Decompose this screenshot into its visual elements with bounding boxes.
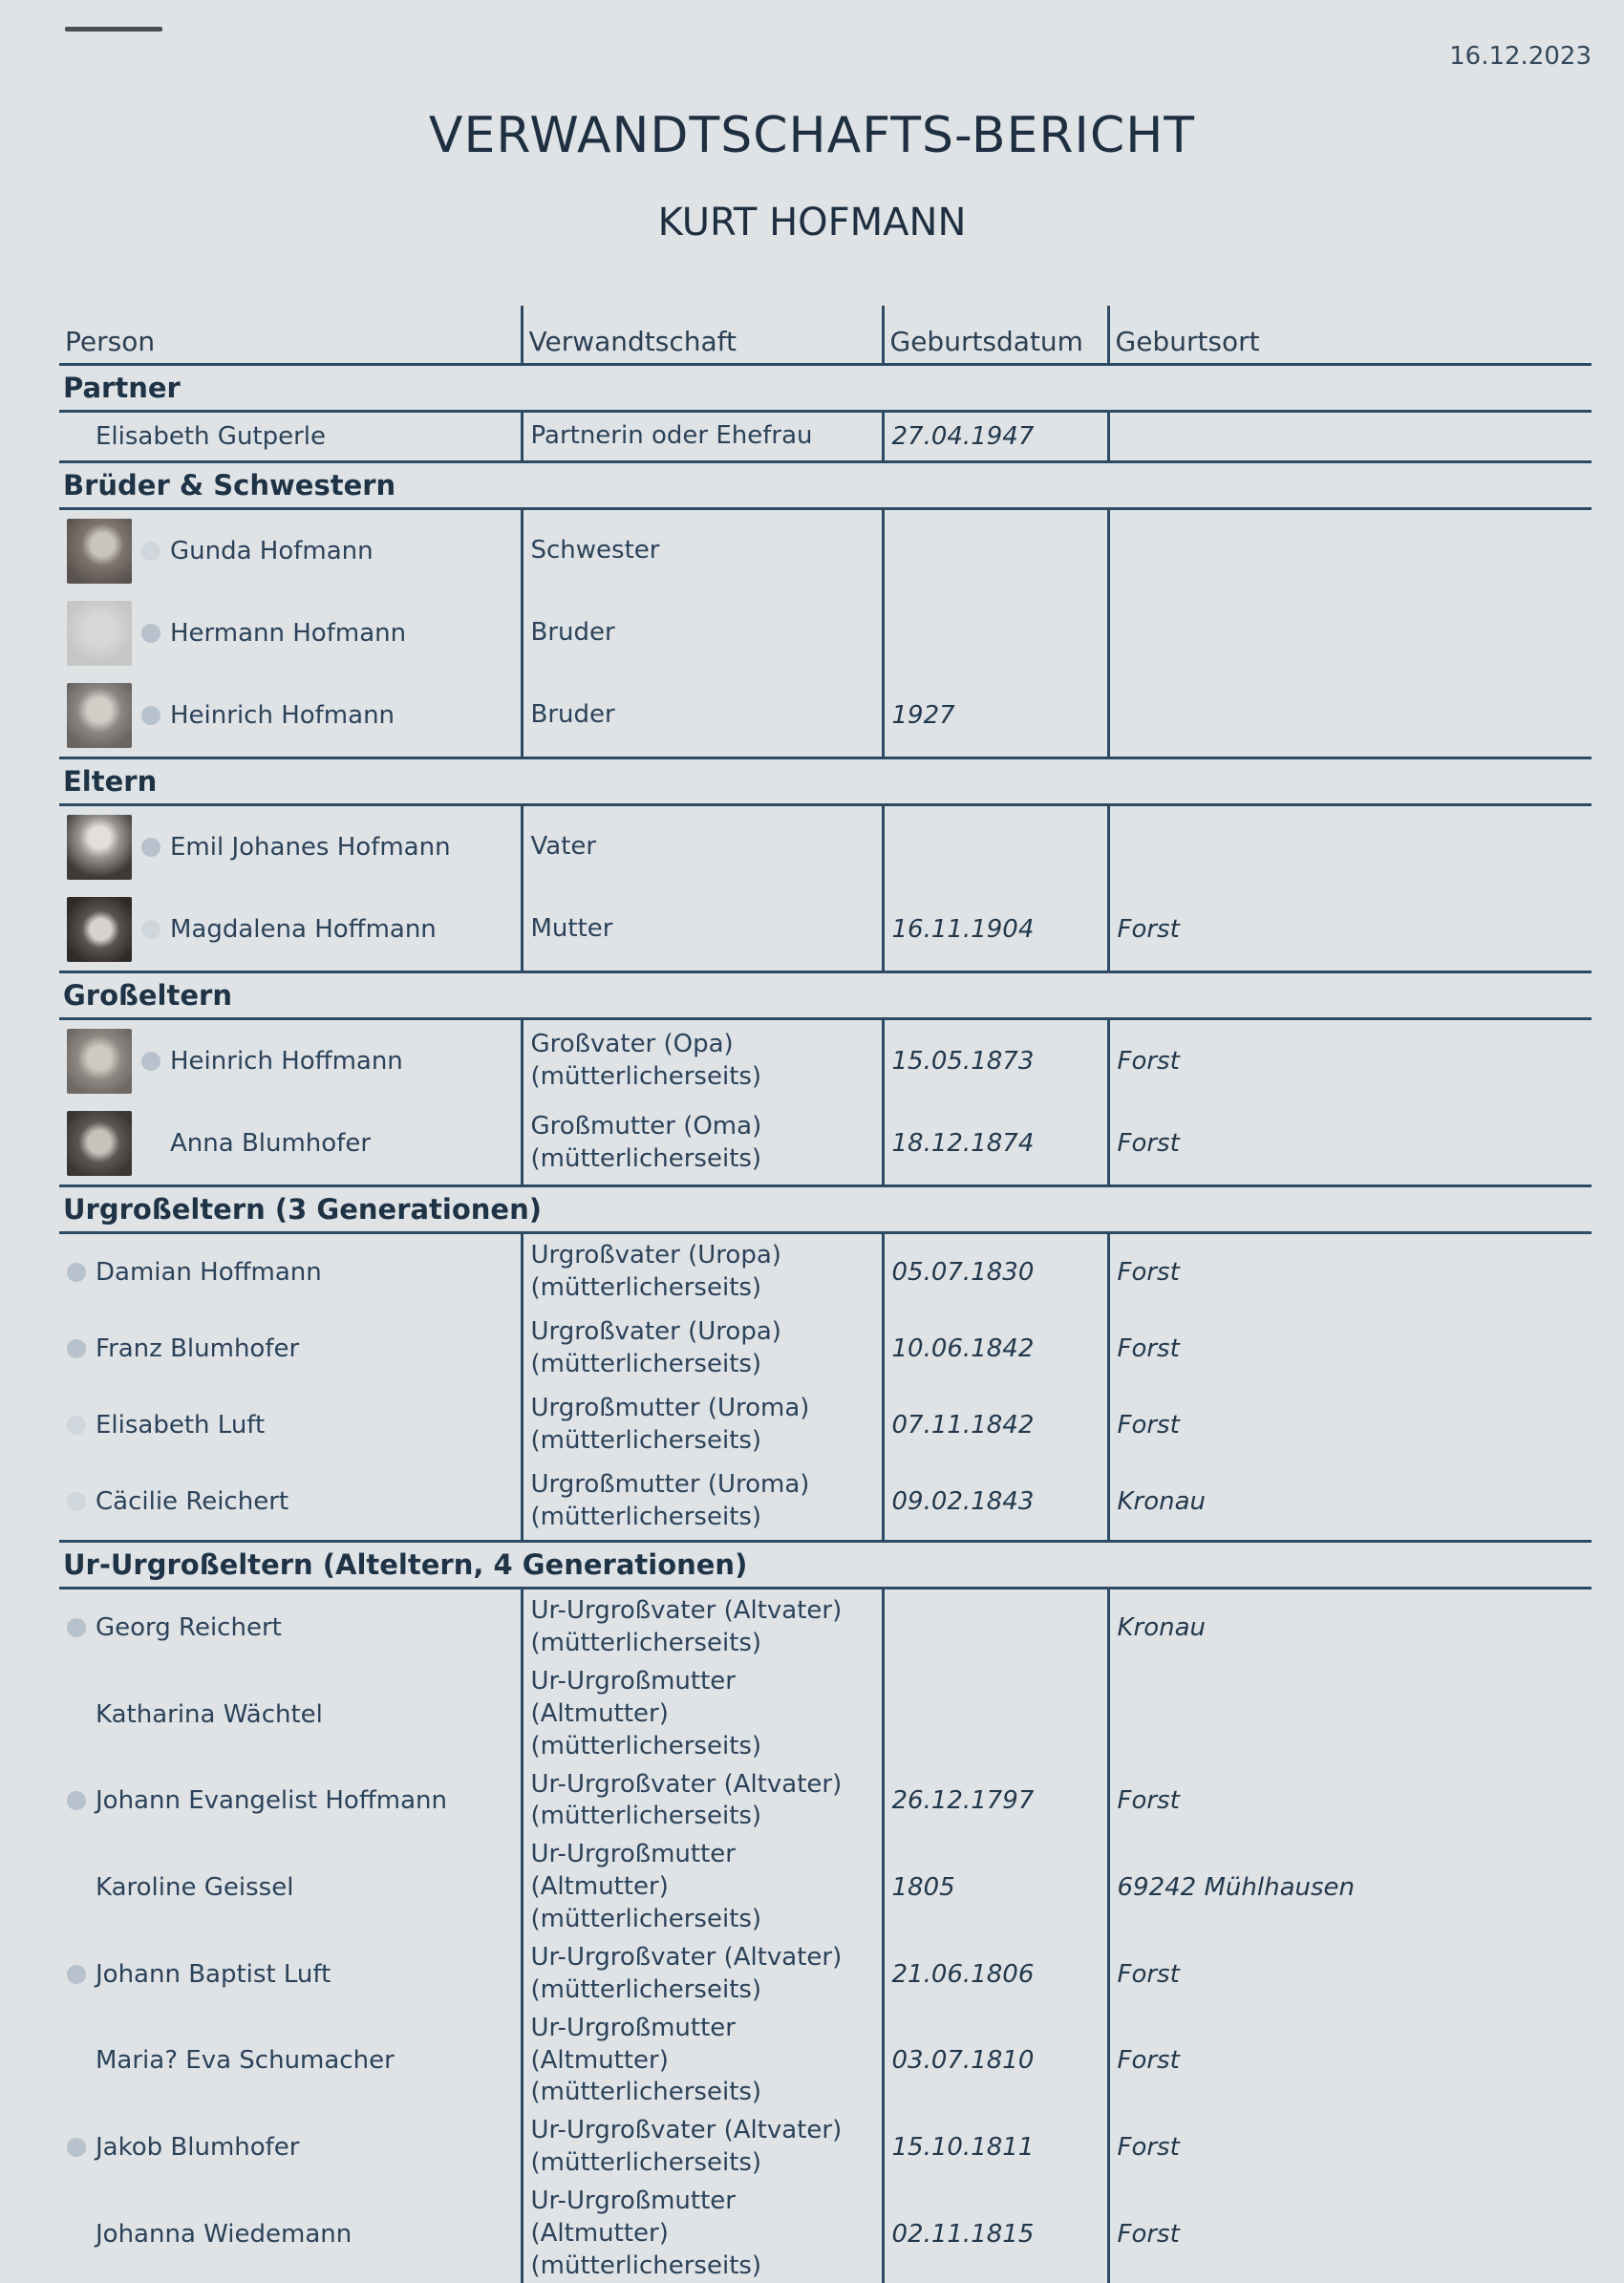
birthdate-text: 1805 — [891, 1873, 955, 1903]
birthplace-cell — [1108, 888, 1592, 972]
column-header-person: Person — [59, 306, 522, 365]
relation-cell — [522, 2013, 883, 2109]
relation-side-text: (mütterlicherseits) — [530, 1731, 762, 1760]
birthplace-text: Forst — [1117, 1959, 1180, 1989]
birthplace-cell — [1108, 2109, 1592, 2186]
marker-dot — [141, 838, 160, 857]
relation-side-text: (mütterlicherseits) — [530, 1350, 762, 1378]
birthdate-text: 26.12.1797 — [891, 1786, 1035, 1816]
person-photo — [67, 683, 132, 748]
birthplace-cell — [1108, 509, 1592, 593]
birthdate-text: 15.10.1811 — [891, 2133, 1035, 2163]
table-row — [59, 888, 1592, 972]
table-header-row — [59, 306, 1592, 365]
table-row — [59, 2109, 1592, 2186]
birthplace-text: Forst — [1117, 1258, 1180, 1287]
birthplace-cell — [1108, 2013, 1592, 2109]
relation-side-text: (mütterlicherseits) — [530, 1273, 762, 1302]
person-name: Cäcilie Reichert — [96, 1487, 289, 1516]
birthdate-text: 18.12.1874 — [891, 1129, 1035, 1158]
relation-cell — [522, 888, 883, 972]
table-row — [59, 592, 1592, 674]
marker-dot — [141, 706, 160, 725]
relation-text: Ur-Urgroßvater (Altvater) — [530, 1596, 843, 1626]
person-name: Johanna Wiedemann — [96, 2219, 353, 2249]
person-name: Anna Blumhofer — [170, 1129, 372, 1158]
section-title: Urgroßeltern (3 Generationen) — [59, 1186, 1592, 1233]
relation-side-text: (mütterlicherseits) — [530, 1062, 762, 1091]
marker-dot — [67, 2138, 86, 2157]
birthdate-cell — [883, 1387, 1108, 1463]
birthdate-cell — [883, 805, 1108, 889]
table-row — [59, 509, 1592, 593]
column-header-birthdate: Geburtsdatum — [883, 306, 1108, 365]
relation-text: Bruder — [530, 618, 615, 648]
person-photo — [67, 897, 132, 962]
person-cell — [59, 1019, 522, 1103]
relation-side-text: (mütterlicherseits) — [530, 1426, 762, 1455]
birthplace-text: Forst — [1117, 915, 1180, 944]
table-row — [59, 1666, 1592, 1762]
birthdate-cell — [883, 1233, 1108, 1312]
birthplace-cell — [1108, 1233, 1592, 1312]
marker-dot — [67, 1263, 86, 1282]
birthplace-cell — [1108, 805, 1592, 889]
birthplace-text: Forst — [1117, 1129, 1180, 1158]
section-title: Ur-Urgroßeltern (Alteltern, 4 Generationen) — [59, 1542, 1592, 1589]
person-name: Maria? Eva Schumacher — [96, 2046, 395, 2076]
birthdate-text: 03.07.1810 — [891, 2046, 1035, 2076]
column-header-relation: Verwandtschaft — [522, 306, 883, 365]
person-name: Franz Blumhofer — [96, 1334, 300, 1363]
table-row — [59, 1019, 1592, 1103]
relation-cell — [522, 509, 883, 593]
relation-cell — [522, 1666, 883, 1762]
relation-side-text: (mütterlicherseits) — [530, 1144, 762, 1173]
marker-dot — [141, 920, 160, 939]
person-name: Hermann Hofmann — [170, 619, 407, 648]
person-cell — [59, 1233, 522, 1312]
birthplace-cell — [1108, 1463, 1592, 1542]
relation-side-text: (mütterlicherseits) — [530, 1974, 762, 2004]
birthplace-cell — [1108, 1102, 1592, 1186]
person-cell — [59, 509, 522, 593]
table-row — [59, 1936, 1592, 2013]
relation-cell — [522, 2186, 883, 2282]
birthdate-cell — [883, 1311, 1108, 1387]
person-name: Karoline Geissel — [96, 1873, 294, 1903]
marker-dot — [67, 1492, 86, 1511]
birthplace-cell — [1108, 592, 1592, 674]
table-row — [59, 1102, 1592, 1186]
marker-dot — [67, 427, 86, 446]
relation-cell — [522, 1233, 883, 1312]
relation-text: Ur-Urgroßmutter (Altmutter) — [530, 1840, 736, 1902]
relation-cell — [522, 412, 883, 462]
birthdate-cell — [883, 592, 1108, 674]
person-photo — [67, 519, 132, 584]
report-subject: KURT HOFMANN — [657, 201, 967, 245]
report-title: VERWANDTSCHAFTS-BERICHT — [428, 107, 1196, 164]
birthplace-text: Kronau — [1117, 1613, 1207, 1642]
table-row — [59, 2186, 1592, 2282]
birthplace-cell — [1108, 2186, 1592, 2282]
section-header — [59, 758, 1592, 805]
table-row — [59, 1589, 1592, 1667]
relation-side-text: (mütterlicherseits) — [530, 2078, 762, 2107]
birthplace-cell — [1108, 1589, 1592, 1667]
person-name: Heinrich Hoffmann — [170, 1047, 403, 1076]
birthplace-text: Forst — [1117, 1047, 1180, 1076]
table-row — [59, 1463, 1592, 1542]
relation-cell — [522, 1589, 883, 1667]
marker-dot — [141, 1134, 160, 1153]
person-name: Elisabeth Luft — [96, 1411, 266, 1440]
birthdate-cell — [883, 1589, 1108, 1667]
person-name: Georg Reichert — [96, 1613, 282, 1642]
marker-dot — [67, 1705, 86, 1724]
birthplace-text: Forst — [1117, 1411, 1180, 1440]
marker-dot — [67, 1618, 86, 1637]
relation-side-text: (mütterlicherseits) — [530, 1629, 762, 1657]
birthdate-cell — [883, 1102, 1108, 1186]
section-title: Brüder & Schwestern — [59, 462, 1592, 509]
person-name: Elisabeth Gutperle — [96, 422, 327, 451]
birthdate-text: 16.11.1904 — [891, 915, 1035, 944]
section-header — [59, 972, 1592, 1019]
person-cell — [59, 1102, 522, 1186]
person-cell — [59, 2186, 522, 2282]
relation-cell — [522, 1019, 883, 1103]
relation-cell — [522, 1102, 883, 1186]
relation-cell — [522, 1936, 883, 2013]
table-row — [59, 1233, 1592, 1312]
person-cell — [59, 888, 522, 972]
birthplace-text: Forst — [1117, 2046, 1180, 2076]
relation-side-text: (mütterlicherseits) — [530, 1802, 762, 1831]
person-cell — [59, 1311, 522, 1387]
birthdate-text: 07.11.1842 — [891, 1411, 1035, 1440]
person-name: Gunda Hofmann — [170, 537, 374, 565]
birthplace-cell — [1108, 1936, 1592, 2013]
table-row — [59, 805, 1592, 889]
birthplace-text: Forst — [1117, 1786, 1180, 1816]
relation-cell — [522, 674, 883, 758]
birthplace-cell — [1108, 1839, 1592, 1935]
birthdate-cell — [883, 1839, 1108, 1935]
relation-text: Bruder — [530, 700, 615, 730]
person-cell — [59, 412, 522, 462]
person-name: Emil Johanes Hofmann — [170, 833, 451, 862]
person-cell — [59, 674, 522, 758]
person-cell — [59, 1463, 522, 1542]
relation-side-text: (mütterlicherseits) — [530, 2251, 762, 2280]
birthdate-cell — [883, 1666, 1108, 1762]
birthdate-cell — [883, 888, 1108, 972]
birthdate-cell — [883, 2013, 1108, 2109]
relation-cell — [522, 1839, 883, 1935]
birthdate-cell — [883, 2186, 1108, 2282]
marker-dot — [67, 1416, 86, 1435]
person-name: Katharina Wächtel — [96, 1699, 323, 1729]
relation-side-text: (mütterlicherseits) — [530, 1503, 762, 1531]
marker-dot — [67, 1878, 86, 1897]
birthplace-cell — [1108, 1666, 1592, 1762]
birthplace-cell — [1108, 1762, 1592, 1839]
marker-dot — [141, 624, 160, 643]
person-name: Johann Baptist Luft — [96, 1959, 331, 1989]
birthdate-text: 27.04.1947 — [891, 422, 1035, 451]
relation-cell — [522, 1387, 883, 1463]
birthdate-text: 02.11.1815 — [891, 2219, 1035, 2249]
person-name: Magdalena Hoffmann — [170, 915, 437, 944]
section-title: Großeltern — [59, 972, 1592, 1019]
person-photo — [67, 1111, 132, 1176]
section-title: Eltern — [59, 758, 1592, 805]
birthplace-text: Kronau — [1117, 1487, 1207, 1516]
relation-text: Mutter — [530, 914, 613, 944]
section-header — [59, 462, 1592, 509]
marker-dot — [67, 2051, 86, 2070]
table-row — [59, 2013, 1592, 2109]
person-cell — [59, 1936, 522, 2013]
relation-cell — [522, 2109, 883, 2186]
relation-text: Großvater (Opa) — [530, 1030, 734, 1059]
birthplace-cell — [1108, 1387, 1592, 1463]
relation-text: Urgroßmutter (Uroma) — [530, 1394, 810, 1423]
relationship-table — [59, 306, 1592, 2283]
birthplace-text: 69242 Mühlhausen — [1117, 1873, 1355, 1903]
person-cell — [59, 1589, 522, 1667]
relation-cell — [522, 1463, 883, 1542]
birthdate-cell — [883, 1936, 1108, 2013]
marker-dot — [141, 542, 160, 561]
table-row — [59, 1311, 1592, 1387]
column-header-birthplace: Geburtsort — [1108, 306, 1592, 365]
marker-dot — [141, 1052, 160, 1071]
person-name: Heinrich Hofmann — [170, 701, 395, 730]
birthdate-cell — [883, 1463, 1108, 1542]
person-name: Johann Evangelist Hoffmann — [96, 1786, 447, 1816]
birthdate-cell — [883, 412, 1108, 462]
person-photo — [67, 601, 132, 666]
birthdate-cell — [883, 509, 1108, 593]
person-cell — [59, 1762, 522, 1839]
birthdate-text: 10.06.1842 — [891, 1334, 1035, 1363]
relation-text: Ur-Urgroßvater (Altvater) — [530, 1942, 843, 1972]
relation-text: Ur-Urgroßmutter (Altmutter) — [530, 1667, 736, 1728]
birthdate-text: 1927 — [891, 701, 955, 730]
person-cell — [59, 592, 522, 674]
person-name: Damian Hoffmann — [96, 1258, 322, 1287]
birthplace-text: Forst — [1117, 1334, 1180, 1363]
birthdate-text: 05.07.1830 — [891, 1258, 1035, 1287]
birthplace-text: Forst — [1117, 2219, 1180, 2249]
table-row — [59, 412, 1592, 462]
person-cell — [59, 1839, 522, 1935]
person-cell — [59, 805, 522, 889]
relation-text: Schwester — [530, 536, 660, 565]
staple-mark — [65, 27, 162, 32]
section-header — [59, 1542, 1592, 1589]
person-cell — [59, 1666, 522, 1762]
relation-text: Großmutter (Oma) — [530, 1112, 762, 1142]
relation-text: Urgroßvater (Uropa) — [530, 1241, 781, 1270]
relation-text: Ur-Urgroßmutter (Altmutter) — [530, 2187, 736, 2248]
relation-text: Urgroßmutter (Uroma) — [530, 1470, 810, 1500]
birthdate-cell — [883, 2109, 1108, 2186]
table-row — [59, 674, 1592, 758]
birthdate-cell — [883, 1762, 1108, 1839]
birthplace-cell — [1108, 1019, 1592, 1103]
birthplace-cell — [1108, 412, 1592, 462]
person-name: Jakob Blumhofer — [96, 2133, 300, 2163]
table-row — [59, 1839, 1592, 1935]
relation-side-text: (mütterlicherseits) — [530, 2148, 762, 2178]
relation-text: Ur-Urgroßmutter (Altmutter) — [530, 2013, 736, 2075]
marker-dot — [67, 1791, 86, 1810]
person-cell — [59, 2013, 522, 2109]
birthdate-cell — [883, 1019, 1108, 1103]
section-title: Partner — [59, 365, 1592, 412]
birthdate-text: 21.06.1806 — [891, 1959, 1035, 1989]
birthplace-cell — [1108, 1311, 1592, 1387]
marker-dot — [67, 1339, 86, 1358]
relation-text: Partnerin oder Ehefrau — [530, 421, 813, 451]
relation-text: Ur-Urgroßvater (Altvater) — [530, 2116, 843, 2145]
relation-side-text: (mütterlicherseits) — [530, 1904, 762, 1933]
relation-cell — [522, 805, 883, 889]
table-row — [59, 1762, 1592, 1839]
birthplace-cell — [1108, 674, 1592, 758]
person-cell — [59, 2109, 522, 2186]
relation-text: Ur-Urgroßvater (Altvater) — [530, 1769, 843, 1799]
section-header — [59, 1186, 1592, 1233]
section-header — [59, 365, 1592, 412]
relation-text: Vater — [530, 832, 597, 862]
relation-cell — [522, 1311, 883, 1387]
report-date: 16.12.2023 — [1449, 42, 1592, 71]
birthdate-cell — [883, 674, 1108, 758]
relation-cell — [522, 592, 883, 674]
birthplace-text: Forst — [1117, 2133, 1180, 2163]
marker-dot — [67, 2225, 86, 2244]
birthdate-text: 15.05.1873 — [891, 1047, 1035, 1076]
person-photo — [67, 815, 132, 880]
birthdate-text: 09.02.1843 — [891, 1487, 1035, 1516]
person-photo — [67, 1029, 132, 1094]
person-cell — [59, 1387, 522, 1463]
table-row — [59, 1387, 1592, 1463]
relation-cell — [522, 1762, 883, 1839]
marker-dot — [67, 1965, 86, 1984]
relation-text: Urgroßvater (Uropa) — [530, 1317, 781, 1347]
